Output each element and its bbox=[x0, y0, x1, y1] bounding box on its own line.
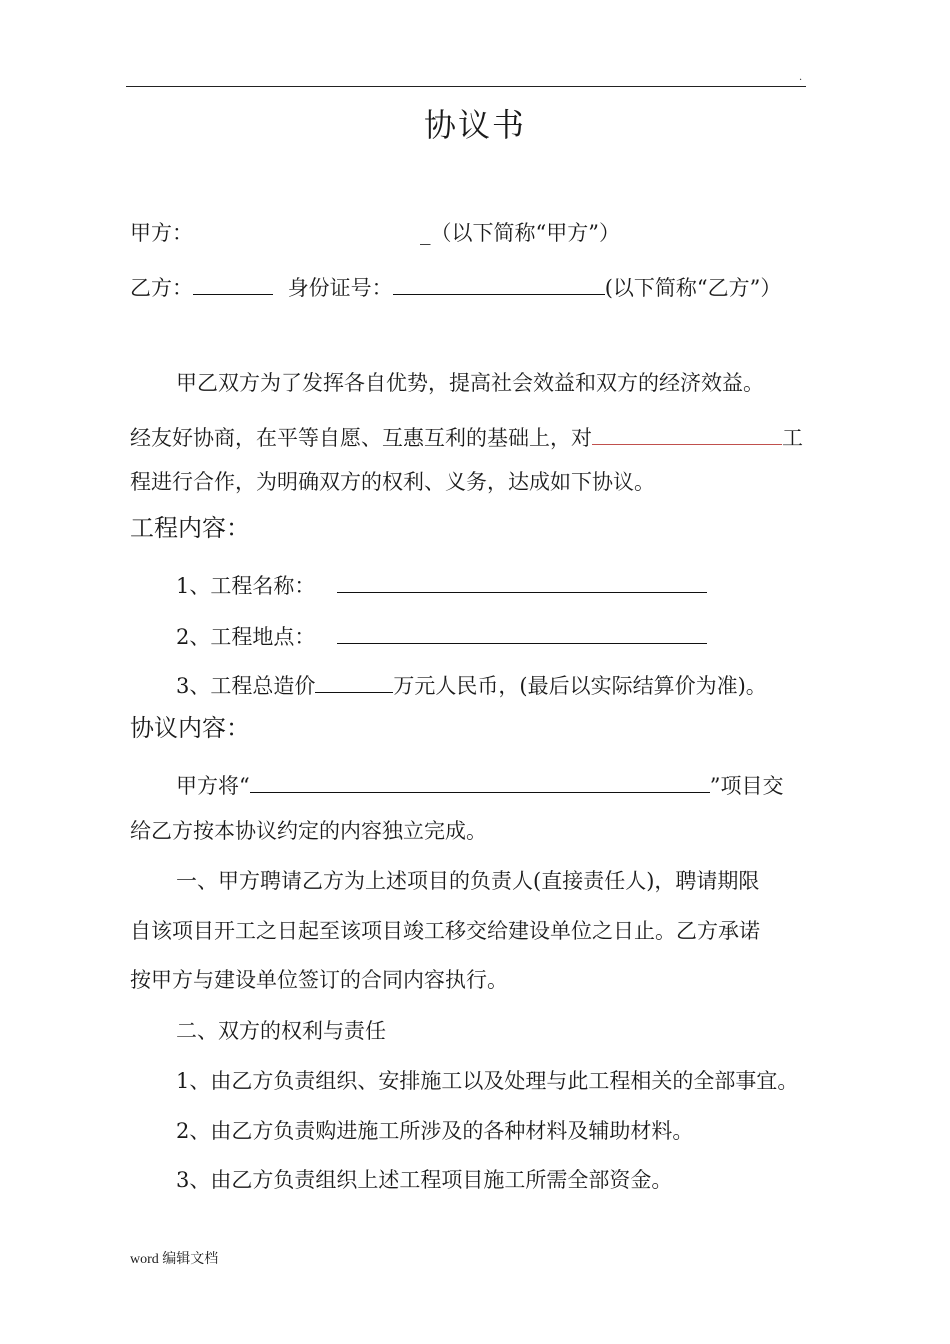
intro-line-2-post: 工 bbox=[782, 426, 803, 450]
project-location-row bbox=[176, 617, 707, 652]
clause-1-line-1: 一、甲方聘请乙方为上述项目的负责人(直接责任人)，聘请期限 bbox=[176, 869, 760, 893]
party-a-line bbox=[420, 218, 620, 248]
handover-project-field[interactable] bbox=[250, 766, 710, 793]
footer-note: word 编辑文档 bbox=[130, 1252, 219, 1267]
agreement-heading: 协议内容： bbox=[130, 714, 250, 742]
project-name-field[interactable] bbox=[337, 566, 707, 593]
project-heading: 工程内容： bbox=[130, 514, 250, 542]
project-cost-pre: 3、工程总造价 bbox=[176, 674, 316, 698]
id-number-blank[interactable] bbox=[393, 268, 605, 295]
project-location-field[interactable] bbox=[337, 617, 707, 644]
clause-2-item-1: 1、由乙方负责组织、安排施工以及处理与此工程相关的全部事宜。 bbox=[176, 1069, 799, 1093]
party-b-name-blank[interactable] bbox=[193, 268, 273, 295]
project-name-blank[interactable] bbox=[592, 418, 782, 445]
agreement-line-1-pre: 甲方将“ bbox=[176, 774, 250, 798]
header-rule bbox=[126, 86, 806, 87]
clause-2-item-3: 3、由乙方负责组织上述工程项目施工所需全部资金。 bbox=[176, 1168, 673, 1192]
clause-2-item-2: 2、由乙方负责购进施工所涉及的各种材料及辅助材料。 bbox=[176, 1119, 694, 1143]
agreement-line-2: 给乙方按本协议约定的内容独立完成。 bbox=[130, 819, 487, 843]
project-location-label: 2、工程地点： bbox=[176, 625, 316, 649]
project-name-label: 1、工程名称： bbox=[176, 574, 316, 598]
party-a-blank: _ bbox=[420, 221, 431, 245]
clause-1-line-2: 自该项目开工之日起至该项目竣工移交给建设单位之日止。乙方承诺 bbox=[130, 919, 760, 943]
agreement-line-1 bbox=[176, 766, 784, 801]
clause-2-heading: 二、双方的权利与责任 bbox=[176, 1019, 386, 1043]
clause-1-line-3: 按甲方与建设单位签订的合同内容执行。 bbox=[130, 968, 508, 992]
party-a-label: 甲方： bbox=[130, 221, 193, 245]
party-b-line bbox=[130, 268, 781, 303]
project-cost-row bbox=[176, 666, 767, 701]
intro-line-2 bbox=[130, 418, 803, 453]
id-number-label: 身份证号： bbox=[287, 276, 393, 300]
header-mark: . bbox=[799, 72, 803, 83]
document-title: 协议书 bbox=[423, 106, 526, 144]
party-b-label: 乙方： bbox=[130, 276, 193, 300]
project-name-row bbox=[176, 566, 707, 601]
party-a-suffix: （以下简称“甲方”） bbox=[430, 221, 620, 245]
agreement-line-1-post: ”项目交 bbox=[709, 774, 784, 798]
intro-line-2-pre: 经友好协商，在平等自愿、互惠互利的基础上，对 bbox=[130, 426, 592, 450]
party-b-suffix: (以下简称“乙方”） bbox=[604, 276, 782, 300]
intro-line-1: 甲乙双方为了发挥各自优势，提高社会效益和双方的经济效益。 bbox=[176, 371, 764, 395]
project-cost-post: 万元人民币，(最后以实际结算价为准)。 bbox=[393, 674, 767, 698]
project-cost-field[interactable] bbox=[315, 666, 393, 693]
intro-line-3: 程进行合作，为明确双方的权利、义务，达成如下协议。 bbox=[130, 470, 655, 494]
